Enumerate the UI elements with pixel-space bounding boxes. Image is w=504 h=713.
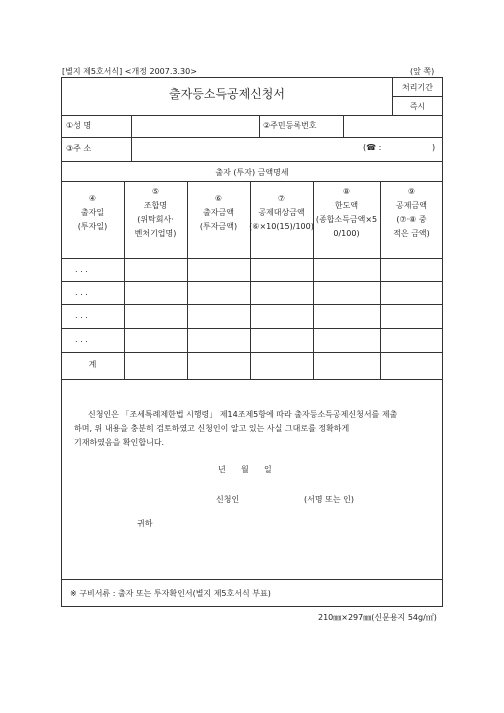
col-header-investment-amount: ⑥ 출자금액 (투자금액) [199,194,238,231]
col-header-deductible-amount: ⑦ 공제대상금액 (⑥×10(15)/100) [249,194,314,231]
phone-close: ) [432,143,436,152]
date-line: 년 월 일 [218,465,272,474]
col-header-union-name: ⑤ 조합명 (위탁회사· 벤처기업명) [134,187,177,238]
total-label: 계 [88,360,97,369]
address-field[interactable] [134,139,354,157]
processing-value: 즉시 [409,102,426,111]
addressee: 귀하 [137,519,153,528]
page-side: (앞 쪽) [410,67,435,76]
paper-size: 210㎜×297㎜(신문용지 54g/㎡) [318,613,437,622]
id-field[interactable] [346,117,440,133]
table-row [61,352,443,353]
col-header-investment-date: ④ 출자일 (투자일) [77,194,108,231]
declaration-line-1: 신청인은 「조세특례제한법 시행령」 제14조제5항에 따라 출자등소득공제신청서를 제출 [88,410,398,419]
declaration-line-3: 기재하였음을 확인합니다. [74,438,165,447]
signature-note: (서명 또는 인) [304,495,354,504]
form-title: 출자등소득공제신청서 [169,87,285,101]
processing-label: 처리기간 [402,83,433,92]
name-field[interactable] [134,117,256,133]
col-header-deduction: ⑨ 공제금액 (⑦·⑧ 중 적은 금액) [393,187,430,238]
table-row [61,328,443,329]
form-id: [별지 제5호서식] <개정 2007.3.30> [62,67,197,76]
row-2-date: . . . [75,288,88,297]
declaration-line-2: 하며, 위 내용을 충분히 검토하였고 신청인이 알고 있는 사실 그대로를 정확하게 [74,424,350,433]
address-label: ③주 소 [66,144,92,153]
attachment-note: ※ 구비서류 : 출자 또는 투자확인서(별지 제5호서식 부표) [70,589,271,598]
row-4-date: . . . [75,335,88,344]
table-row [61,281,443,282]
phone-label: (☎ : [363,143,382,152]
row-3-date: . . . [75,311,88,320]
col-header-limit: ⑧ 한도액 (종합소득금액×5 0/100) [315,187,378,238]
row-1-date: . . . [75,265,88,274]
id-label: ②주민등록번호 [263,121,317,130]
table-row [61,304,443,305]
signature-label: 신청인 [216,495,240,504]
section-title: 출자 (투자) 금액명세 [215,168,289,177]
name-label: ①성 명 [66,121,92,130]
